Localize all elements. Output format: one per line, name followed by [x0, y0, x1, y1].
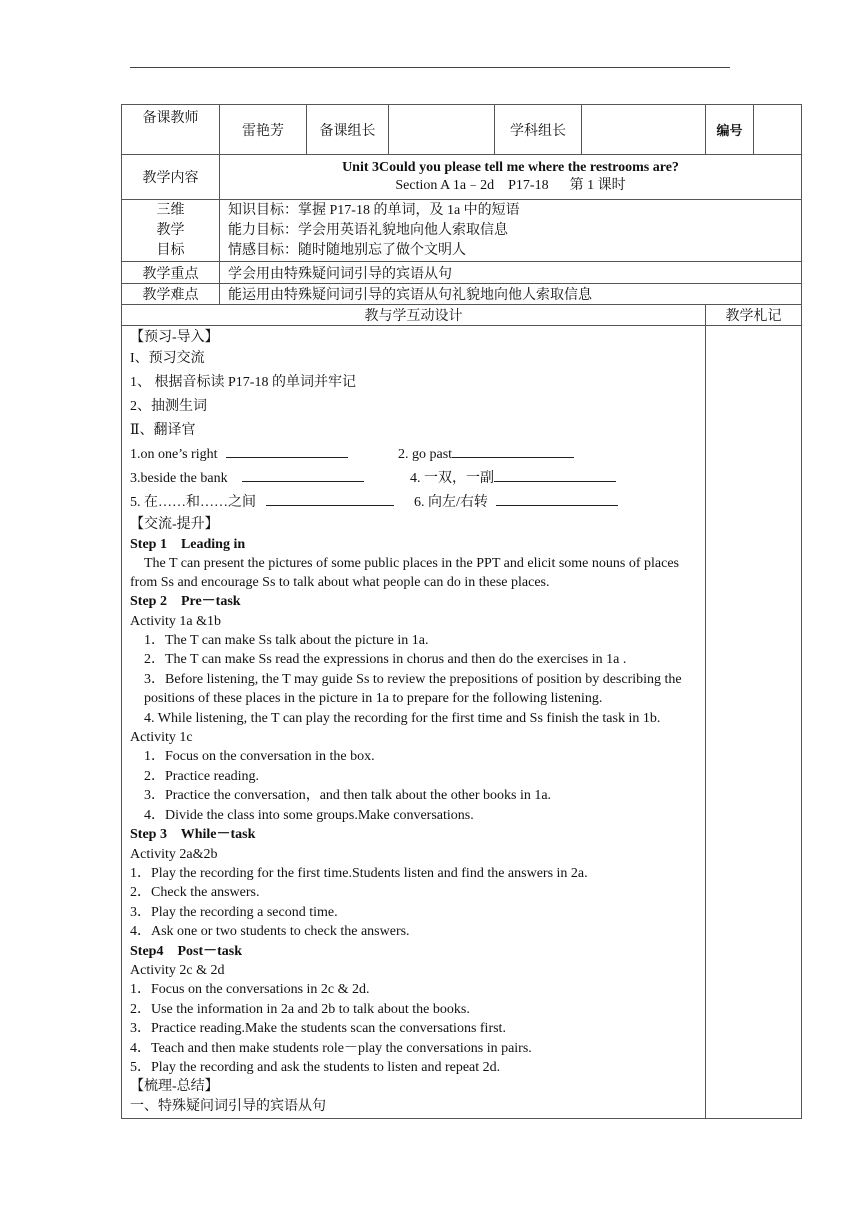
goals-label: [122, 200, 220, 262]
key-point-text: 学会用由特殊疑问词引导的宾语从句: [220, 262, 802, 284]
exchange-heading: 【交流-提升】: [130, 517, 219, 533]
difficulty-row: [122, 284, 802, 305]
goal-ability: 能力目标：学会用英语礼貌地向他人索取信息: [228, 222, 508, 238]
content-label: 教学内容: [122, 155, 220, 200]
goal-emotion: 情感目标：随时随地别忘了做个文明人: [228, 242, 466, 258]
preview-sec-1: I、预习交流: [130, 351, 205, 367]
activity-1c-item-2: 2．Practice reading.: [144, 768, 260, 784]
answer-blank-5[interactable]: [266, 492, 394, 506]
step-4-item-4: 4．Teach and then make students role－play the conversations in pairs.: [130, 1040, 532, 1056]
difficulty-text: 能运用由特殊疑问词引导的宾语从句礼貌地向他人索取信息: [220, 284, 802, 305]
step-1-text: The T can present the pictures of some public places in the PPT and elicit some nouns of places from Ss and encourage Ss to talk about what people can do in these places.: [130, 556, 679, 591]
activity-1c: Activity 1c: [130, 730, 193, 746]
number-value: [754, 105, 802, 155]
summary-heading: 【梳理-总结】: [130, 1079, 219, 1095]
translate-row-3: [130, 491, 697, 515]
step-3-item-1: 1．Play the recording for the first time.Students listen and find the answers in 2a.: [130, 865, 588, 881]
goals-label-line-3: 目标: [156, 242, 185, 258]
preview-sec-2: Ⅱ、翻译官: [130, 423, 196, 439]
step-3-item-3: 3．Play the recording a second time.: [130, 904, 338, 920]
translate-1: 1.on one’s right: [130, 447, 218, 463]
step-3-item-2: 2．Check the answers.: [130, 885, 260, 901]
notes-header: 教学札记: [706, 305, 802, 326]
answer-blank-1[interactable]: [226, 444, 348, 458]
answer-blank-4[interactable]: [494, 468, 616, 482]
activity-1a-1b: Activity 1a &1b: [130, 613, 221, 629]
translate-2: 2. go past: [398, 447, 453, 463]
difficulty-label: 教学难点: [122, 284, 220, 305]
translate-3: 3.beside the bank: [130, 471, 228, 487]
subject-leader-label: 学科组长: [495, 105, 582, 155]
translate-4: 4. 一双，一副: [410, 471, 494, 487]
prep-teacher-value: 雷艳芳: [220, 105, 307, 155]
answer-blank-3[interactable]: [242, 468, 364, 482]
goals-cell: [220, 200, 802, 262]
group-leader-value: [389, 105, 495, 155]
unit-title: Unit 3Could you please tell me where the restrooms are?: [342, 160, 679, 175]
step-4-item-5: 5．Play the recording and ask the students to listen and repeat 2d.: [130, 1059, 501, 1075]
content-row: [122, 155, 802, 200]
preview-item-1: 1、 根据音标读 P17-18 的单词并牢记: [130, 375, 356, 391]
design-body: [122, 326, 706, 1119]
step-4-item-3: 3．Practice reading.Make the students scan the conversations first.: [130, 1021, 506, 1037]
preview-heading: 【预习-导入】: [130, 330, 219, 345]
step-2-item-4: 4. While listening, the T can play the recording for the first time and Ss finish the task in 1b.: [144, 710, 661, 726]
goal-knowledge: 知识目标：掌握 P17-18 的单词，及 1a 中的短语: [228, 202, 520, 218]
header-rule: [130, 67, 730, 68]
lesson-plan-table: [121, 104, 802, 1119]
step-3-item-4: 4．Ask one or two students to check the answers.: [130, 924, 410, 940]
step-4-title: Step4 Post－task: [130, 943, 243, 959]
activity-2c-2d: Activity 2c & 2d: [130, 962, 225, 978]
content-cell: [220, 155, 802, 200]
activity-1c-item-4: 4．Divide the class into some groups.Make conversations.: [144, 807, 474, 823]
step-1-title: Step 1 Leading in: [130, 536, 246, 552]
subject-leader-value: [582, 105, 706, 155]
step-2-item-2: 2．The T can make Ss read the expressions in chorus and then do the exercises in 1a .: [144, 652, 627, 668]
step-4-item-1: 1．Focus on the conversations in 2c & 2d.: [130, 982, 370, 998]
translate-row-2: [130, 467, 697, 491]
notes-column: [706, 326, 802, 1119]
goals-label-line-1: 三维: [156, 202, 185, 218]
preview-item-2: 2、抽测生词: [130, 399, 207, 415]
prep-teacher-label: 备课教师: [122, 105, 220, 155]
translate-5: 5. 在……和……之间: [130, 495, 256, 511]
answer-blank-2[interactable]: [452, 444, 574, 458]
translate-6: 6. 向左/右转: [414, 495, 488, 511]
design-header-row: [122, 305, 802, 326]
answer-blank-6[interactable]: [496, 492, 618, 506]
step-2-title: Step 2 Pre－task: [130, 594, 241, 610]
section-subtitle: Section A 1a﹣2d P17-18 第 1 课时: [395, 178, 626, 193]
activity-2a-2b: Activity 2a&2b: [130, 846, 218, 862]
key-point-label: 教学重点: [122, 262, 220, 284]
activity-1c-item-1: 1．Focus on the conversation in the box.: [144, 749, 375, 765]
design-header: 教与学互动设计: [122, 305, 706, 326]
activity-1c-item-3: 3．Practice the conversation，and then talk about the other books in 1a.: [144, 788, 552, 804]
step-2-item-1: 1．The T can make Ss talk about the picture in 1a.: [144, 633, 429, 649]
summary-item-1: 一、特殊疑问词引导的宾语从句: [130, 1098, 326, 1114]
translate-row-1: [130, 443, 697, 467]
step-4-item-2: 2．Use the information in 2a and 2b to talk about the books.: [130, 1001, 470, 1017]
goals-row: [122, 200, 802, 262]
lesson-plan-sheet: [121, 104, 801, 1119]
header-row: [122, 105, 802, 155]
design-body-row: [122, 326, 802, 1119]
group-leader-label: 备课组长: [307, 105, 389, 155]
step-3-title: Step 3 While－task: [130, 827, 256, 843]
number-label: 编号: [706, 105, 754, 155]
key-point-row: [122, 262, 802, 284]
step-2-item-3: 3．Before listening, the T may guide Ss to review the prepositions of position by describing the positions of these places in the picture in 1a to prepare for the following listening.: [144, 671, 682, 707]
goals-label-line-2: 教学: [156, 222, 185, 238]
